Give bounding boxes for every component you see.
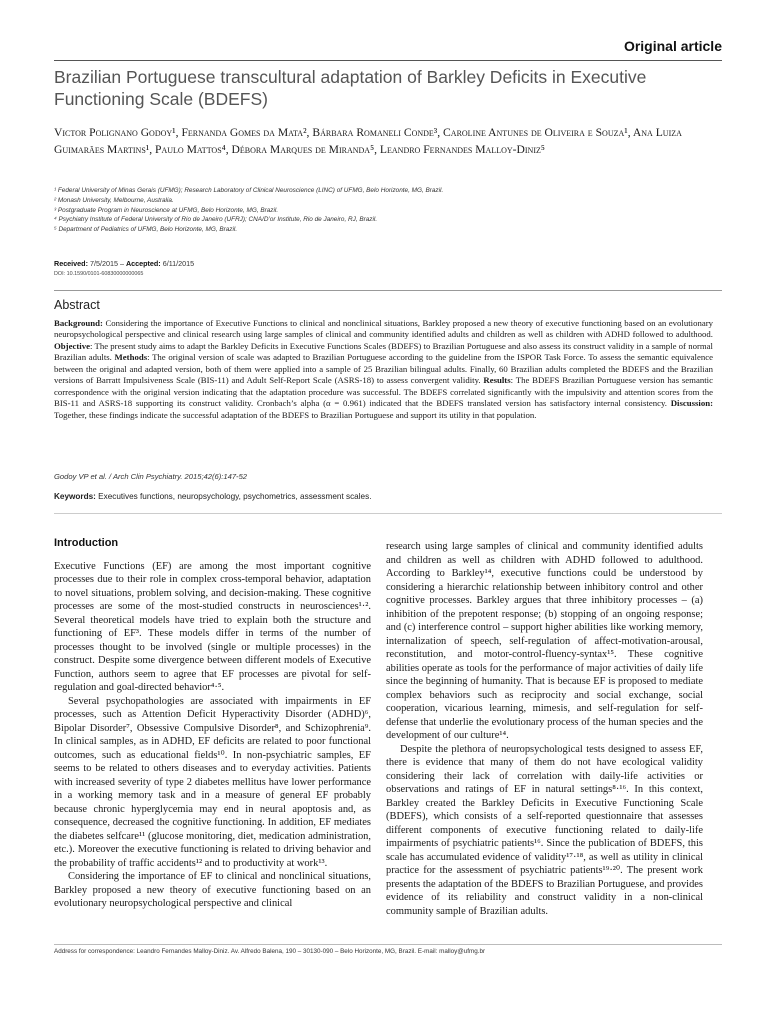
received-date: 7/5/2015	[89, 259, 118, 268]
paragraph: Despite the plethora of neuropsychological tests designed to assess EF, there is evidence that many of them do not have ecological validity considering their lack of correlation with daily-life activities or observations and ratings of EF in natural settings⁸·¹⁶. In this context, Barkley created the Barkley Deficits in Executive Functioning Scale (BDEFS), which consists of a self-reported questionnaire that assesses different components of executive functioning related to daily-life impairments of psychiatric patients¹⁶. Since the publication of BDEFS, this scale has accumulated evidence of validity¹⁷·¹⁸, as well as utility in clinical practice for the assessment of psychiatric patients¹⁹·²⁰. The present work presents the adaptation of the BDEFS to Brazilian Portuguese, and provides evidence of its reliability and construct validity in a non-clinical community sample of Brazilian adults.	[386, 743, 703, 917]
date-separator: –	[117, 259, 126, 268]
keywords-label: Keywords:	[54, 492, 96, 501]
footer-divider	[54, 944, 722, 945]
methods-text: : The original version of scale was adapted to Brazilian Portuguese according to the guideline from the ISPOR Task Force. To assess the semantic equivalence between the original and adapted version, both of them were applied into a sample of 25 Brazilian bilingual adults. Finally, 60 Brazilian adults completed the BDEFS and the Brazilian versions of Barratt Impulsiveness Scale (BIS-11) and Adult Self-Report Scale (ASRS-18) to assess convergent validity.	[54, 352, 713, 386]
background-label: Background:	[54, 318, 103, 328]
objective-label: Objective	[54, 340, 90, 351]
affiliation-item: ¹ Federal University of Minas Gerais (UFMG); Research Laboratory of Clinical Neuroscience (LINC) of UFMG, Belo Horizonte, MG, Brazil.	[54, 187, 444, 194]
discussion-text: Together, these findings indicate the successful adaptation of the BDEFS to Brazilian Portuguese and support its utility in that population.	[54, 409, 537, 420]
header-divider	[54, 60, 722, 61]
results-text: : The BDEFS Brazilian Portuguese version has semantic correspondence with the original version indicating that the adaptation procedure was successful. The BDEFS correlated significantly with the impulsivity and attention scores from the BIS-11 and ASRS-18 supporting its construct validity. Cronbach’s alpha (α = 0.961) indicated that the BDEFS translated version has satisfactory internal consistency.	[54, 375, 713, 409]
affiliation-item: ³ Postgraduate Program in Neuroscience at UFMG, Belo Horizonte, MG, Brazil.	[54, 206, 279, 214]
article-dates	[54, 259, 194, 269]
paragraph: Considering the importance of EF to clinical and nonclinical situations, Barkley proposed a new theory of executive functioning based on an evolutionary neuropsychological perspective and clinical	[54, 871, 371, 909]
paragraph: Executive Functions (EF) are among the most important cognitive processes due to their role in complex cross-temporal behavior, adaptation to novel situations, problem solving, and decision-making. These cognitive processes are some of the most-studied constructs in neurosciences¹·². Several theoretical models have tried to explain both the structure and functioning of EF³. These models differ in terms of the number of processes thought to be involved (single or multiple processes) in the construct. Despite some divergence between different models of Executive Function, authors seem to agree that EF processes are pivotal for self-regulation and goal-directed behavior⁴·⁵.	[54, 560, 371, 693]
affiliation-item: ⁴ Psychiatry Institute of Federal University of Rio de Janeiro (UFRJ); CNA/D’or Institute, Rio de Janeiro, RJ, Brazil.	[54, 216, 378, 224]
article-title: Brazilian Portuguese transcultural adaptation of Barkley Deficits in Executive Functioning Scale (BDEFS)	[54, 67, 647, 109]
discussion-label: Discussion:	[670, 398, 713, 409]
left-column	[54, 537, 371, 911]
doi: DOI: 10.1590/0101-60830000000065	[54, 271, 144, 277]
introduction-heading: Introduction	[54, 537, 119, 549]
objective-text: : The present study aims to adapt the Barkley Deficits in Executive Functions Scales (BDEFS) to Brazilian Portuguese and also assess its construct validity in a sample of normal Brazilian adults.	[54, 340, 713, 363]
correspondence-footer: Address for correspondence: Leandro Fernandes Malloy-Diniz. Av. Alfredo Balena, 190 – 30130-090 – Belo Horizonte, MG, Brazil. E-mail: malloy@ufmg.br	[54, 948, 486, 955]
right-column	[386, 540, 703, 918]
affiliations	[54, 186, 704, 235]
accepted-label: Accepted:	[125, 259, 161, 268]
article-type-label: Original article	[623, 38, 722, 54]
abstract-body	[54, 318, 713, 421]
paragraph: research using large samples of clinical and community identified adults and children as well as children with ADHD followed to adulthood. According to Barkley¹⁴, executive functions could be understood by considering a hierarchic relationship between inhibitory control and other cognitive processes. Barkley argues that three inhibitory processes – (a) inhibition of the prepotent response; (b) stopping of an ongoing response; and (c) interference control – support higher abilities like working memory, internalization of speech, self-regulation of affect-motivation-arousal, reconstitution, and motor-control-fluency-syntax¹⁵. These cognitive abilities operate as tools for the performance of major activities of daily life since the beginning of humanity. That is because EF is proposed to mediate complex behaviors such as reciprocity and social exchange, social cooperation, vicarious learning, mimesis, and self-regulation for self-defense that underlie the evolutionary process of the human species and the development of our culture¹⁴.	[386, 541, 703, 741]
author-list: Victor Polignano Godoy¹, Fernanda Gomes da Mata², Bárbara Romaneli Conde³, Caroline Antunes de Oliveira e Souza¹, Ana Luiza Guimarães Martins¹, Paulo Mattos⁴, Débora Marques de Miranda⁵, Leandro Fernandes Malloy-Diniz⁵	[54, 126, 682, 156]
citation: Godoy VP et al. / Arch Clin Psychiatry. 2015;42(6):147-52	[54, 472, 248, 481]
accepted-date: 6/11/2015	[162, 259, 195, 268]
affiliation-item: ⁵ Department of Pediatrics of UFMG, Belo Horizonte, MG, Brazil.	[54, 226, 238, 234]
abstract-divider	[54, 290, 722, 291]
abstract-heading: Abstract	[54, 298, 100, 312]
results-label: Results	[483, 375, 511, 386]
keywords-divider	[54, 513, 722, 514]
keywords-text: Executives functions, neuropsychology, psychometrics, assessment scales.	[98, 492, 372, 501]
received-label: Received:	[54, 259, 88, 268]
paragraph: Several psychopathologies are associated with impairments in EF processes, such as Attention Deficit Hyperactivity Disorder (ADHD)⁶, Bipolar Disorder⁷, Obsessive Compulsive Disorder⁸, and Schizophrenia⁹. In clinical samples, as in ADHD, EF deficits are related to poor functional outcomes, such as educational fields¹⁰. In non-psychiatric samples, EF seems to be related to others diseases and to everyday activities. Patients with increased severity of type 2 diabetes mellitus have lower performance in a working memory task and in a measure of general EF probably because chronic hyperglycemia may end in neural apoptosis and, as consequence, decreased the cognitive functioning. In addition, EF mediates the diabetes selfcare¹¹ (glucose monitoring, diet, medication administration, etc.). Moreover the executive functioning is related to driving behavior and the probability of traffic accidents¹² and to productivity at work¹³.	[54, 695, 371, 869]
background-text: Considering the importance of Executive Functions to clinical and nonclinical situations, Barkley proposed a new theory of executive functioning based on an evolutionary neuropsychological perspective and clinical research using large samples of clinical and community identified adults and children as well as children with ADHD followed to adulthood.	[54, 318, 713, 340]
affiliation-item: ² Monash University, Melbourne, Australia.	[54, 196, 174, 204]
methods-label: Methods	[114, 352, 148, 363]
keywords	[54, 492, 371, 501]
